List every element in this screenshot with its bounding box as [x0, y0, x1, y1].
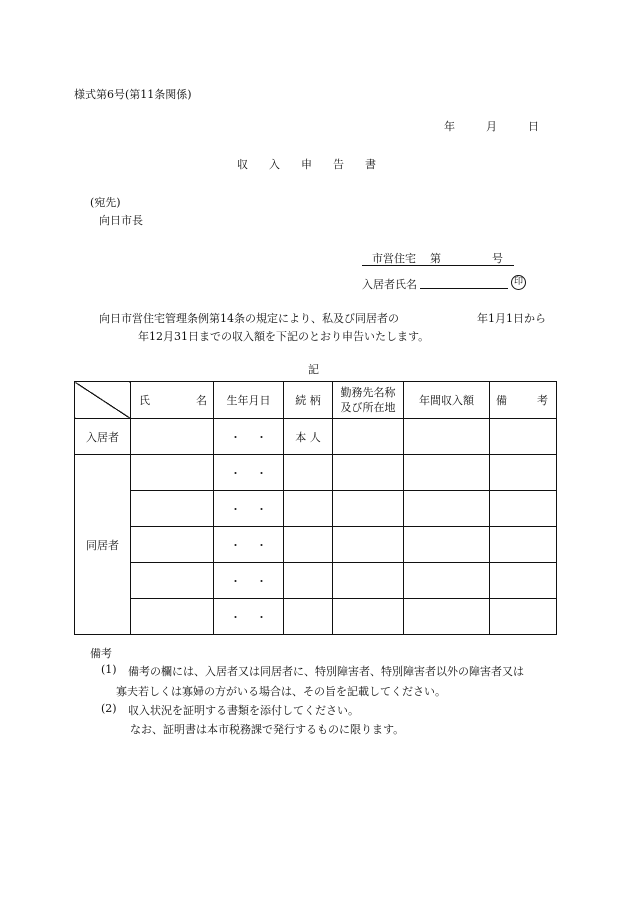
cell-remarks[interactable]: [490, 599, 557, 635]
cell-remarks[interactable]: [490, 491, 557, 527]
housing-go: 号: [492, 252, 503, 265]
header-workplace: 勤務先名称 及び所在地: [333, 382, 404, 419]
cell-name[interactable]: [131, 527, 214, 563]
note-2-text: 収入状況を証明する書類を添付してください。: [128, 704, 359, 717]
cell-remarks[interactable]: [490, 563, 557, 599]
resident-label: 入居者: [75, 419, 131, 455]
resident-name-field[interactable]: [420, 288, 508, 289]
cell-remarks[interactable]: [490, 419, 557, 455]
housing-dai: 第: [430, 252, 441, 265]
cohabitant-label: 同居者: [75, 455, 131, 635]
body-text-line-1: 向日市営住宅管理条例第14条の規定により、私及び同居者の: [99, 312, 399, 325]
addressee-label: (宛先): [90, 196, 121, 209]
header-birthdate: 生年月日: [214, 382, 284, 419]
cell-remarks[interactable]: [490, 455, 557, 491]
cell-birthdate[interactable]: ・ ・: [214, 491, 284, 527]
seal-mark: 印: [511, 275, 526, 290]
cell-birthdate[interactable]: ・ ・: [214, 527, 284, 563]
cell-income[interactable]: [404, 563, 490, 599]
cell-name[interactable]: [131, 455, 214, 491]
title-char-4: 告: [333, 158, 344, 171]
cell-workplace[interactable]: [333, 455, 404, 491]
cell-workplace[interactable]: [333, 563, 404, 599]
title-char-3: 申: [301, 158, 312, 171]
cell-relation[interactable]: [284, 455, 333, 491]
body-text-line-1-end: 年1月1日から: [477, 312, 546, 325]
note-2-number: (2): [101, 702, 117, 715]
cell-income[interactable]: [404, 455, 490, 491]
header-relation: 続 柄: [284, 382, 333, 419]
cell-relation[interactable]: [284, 563, 333, 599]
note-2-text-continued: なお、証明書は本市税務課で発行するものに限ります。: [130, 723, 405, 736]
ki-mark: 記: [308, 363, 319, 376]
cell-income[interactable]: [404, 419, 490, 455]
cell-name[interactable]: [131, 563, 214, 599]
document-title: [237, 156, 397, 172]
cell-name[interactable]: [131, 491, 214, 527]
cell-income[interactable]: [404, 527, 490, 563]
date-line: [444, 118, 539, 134]
cell-birthdate[interactable]: ・ ・: [214, 599, 284, 635]
cell-income[interactable]: [404, 491, 490, 527]
cell-workplace[interactable]: [333, 419, 404, 455]
table-header-row: [75, 382, 557, 419]
table-row-cohabitant-4: [75, 563, 557, 599]
cell-name[interactable]: [131, 419, 214, 455]
title-char-5: 書: [365, 158, 376, 171]
notes-title: 備考: [90, 647, 112, 660]
body-text-line-2: 年12月31日までの収入額を下記のとおり申告いたします。: [138, 330, 430, 343]
cell-birthdate[interactable]: ・ ・: [214, 455, 284, 491]
table-row-cohabitant-5: [75, 599, 557, 635]
form-number: 様式第6号(第11条関係): [74, 88, 192, 101]
cell-income[interactable]: [404, 599, 490, 635]
resident-name-label: 入居者氏名: [362, 278, 417, 291]
cell-remarks[interactable]: [490, 527, 557, 563]
title-char-1: 収: [237, 158, 248, 171]
cell-relation[interactable]: [284, 527, 333, 563]
cell-workplace[interactable]: [333, 527, 404, 563]
cell-birthdate[interactable]: ・ ・: [214, 419, 284, 455]
note-1-text: 備考の欄には、入居者又は同居者に、特別障害者、特別障害者以外の障害者又は: [128, 665, 524, 678]
table-row-cohabitant-3: [75, 527, 557, 563]
cell-workplace[interactable]: [333, 599, 404, 635]
header-annual-income: 年間収入額: [404, 382, 490, 419]
housing-label: 市営住宅: [372, 252, 416, 265]
header-remarks: 備 考: [490, 382, 557, 419]
cell-relation[interactable]: [284, 599, 333, 635]
date-day: 日: [528, 120, 539, 133]
cell-workplace[interactable]: [333, 491, 404, 527]
cell-relation[interactable]: [284, 491, 333, 527]
table-row-cohabitant-2: [75, 491, 557, 527]
header-name: 氏 名: [131, 382, 214, 419]
table-row-cohabitant-1: [75, 455, 557, 491]
cell-birthdate[interactable]: ・ ・: [214, 563, 284, 599]
date-year: 年: [444, 120, 455, 133]
note-1-number: (1): [101, 663, 117, 676]
corner-cell: [75, 382, 131, 419]
cell-relation: 本 人: [284, 419, 333, 455]
housing-number-field[interactable]: [362, 250, 514, 266]
addressee-name: 向日市長: [99, 214, 143, 227]
table-row-resident: [75, 419, 557, 455]
note-1-text-continued: 寡夫若しくは寡婦の方がいる場合は、その旨を記載してください。: [116, 685, 446, 698]
date-month: 月: [486, 120, 497, 133]
income-table: [74, 381, 557, 635]
title-char-2: 入: [269, 158, 280, 171]
cell-name[interactable]: [131, 599, 214, 635]
